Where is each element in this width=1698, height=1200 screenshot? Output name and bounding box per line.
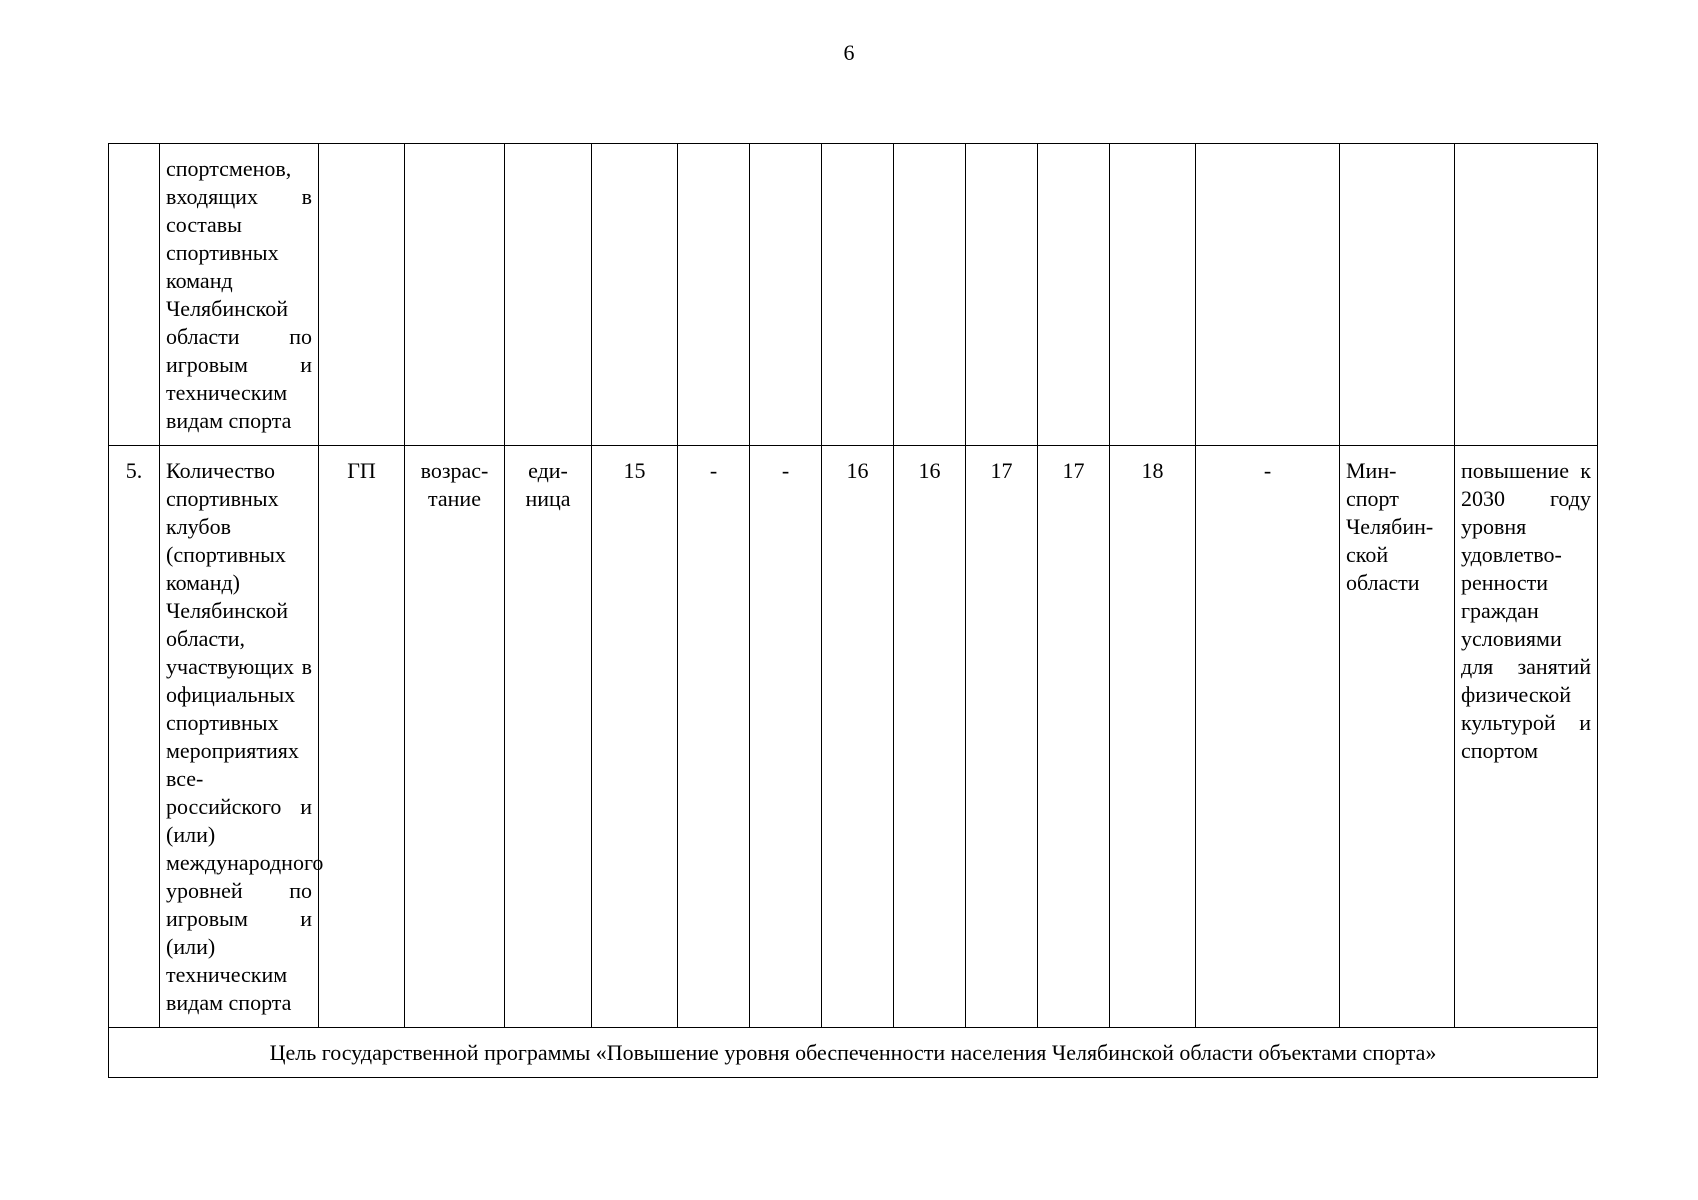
table-row-5	[109, 446, 1598, 1028]
cell-responsible	[1340, 144, 1455, 446]
cell-level	[319, 144, 405, 446]
cell-number: 5.	[109, 446, 160, 1028]
cell-unit: еди- ница	[505, 446, 592, 1028]
cell-indicator: спортсменов, входящих в составы спортивных команд Челябинской области по игровым и техническим видам спорта	[160, 144, 319, 446]
cell-base	[592, 144, 678, 446]
cell-number	[109, 144, 160, 446]
cell-value-4: 16	[894, 446, 966, 1028]
cell-level: ГП	[319, 446, 405, 1028]
cell-connection: повышение к 2030 году уровня удовлетво-ренности граждан условиями для занятий физической культурой и спортом	[1455, 446, 1598, 1028]
cell-responsible: Мин- спорт Челябин- ской области	[1340, 446, 1455, 1028]
page-number: 6	[843, 40, 855, 65]
cell-value-5: 17	[966, 446, 1038, 1028]
cell-value-1: -	[678, 446, 750, 1028]
cell-trend: возрас- тание	[405, 446, 505, 1028]
cell-indicator: Количество спортивных клубов (спортивных команд) Челябинской области, участвующих в официальных спортивных мероприятиях все-российского и (или) международного уровней по игровым и (или) техническим видам спорта	[160, 446, 319, 1028]
cell-trend	[405, 144, 505, 446]
table-row-continued	[109, 144, 1598, 446]
cell-unit	[505, 144, 592, 446]
cell-value-5	[966, 144, 1038, 446]
cell-extra: -	[1196, 446, 1340, 1028]
cell-value-7	[1110, 144, 1196, 446]
cell-value-3: 16	[822, 446, 894, 1028]
cell-connection	[1455, 144, 1598, 446]
cell-extra	[1196, 144, 1340, 446]
indicators-table	[108, 143, 1598, 1078]
cell-value-1	[678, 144, 750, 446]
cell-value-2: -	[750, 446, 822, 1028]
cell-base: 15	[592, 446, 678, 1028]
cell-value-7: 18	[1110, 446, 1196, 1028]
cell-value-4	[894, 144, 966, 446]
goal-cell: Цель государственной программы «Повышение уровня обеспеченности населения Челябинской области объектами спорта»	[109, 1028, 1598, 1078]
table-row-goal	[109, 1028, 1598, 1078]
cell-value-2	[750, 144, 822, 446]
cell-value-6: 17	[1038, 446, 1110, 1028]
cell-value-6	[1038, 144, 1110, 446]
cell-value-3	[822, 144, 894, 446]
